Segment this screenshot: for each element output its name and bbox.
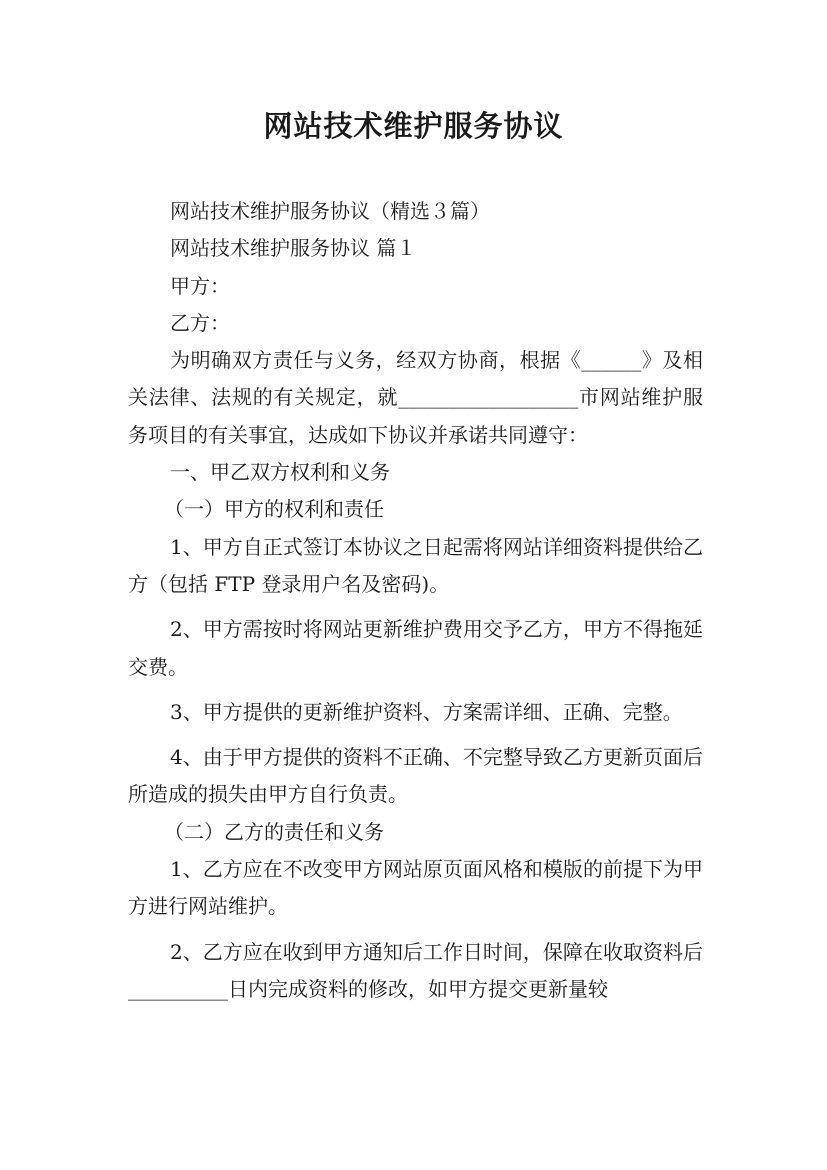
paragraph-item: 3、甲方提供的更新维护资料、方案需详细、正确、完整。: [170, 699, 683, 724]
paragraph-party-a: 甲方：: [170, 273, 230, 298]
paragraph-party-b: 乙方：: [170, 310, 230, 335]
paragraph-heading: 网站技术维护服务协议（精选３篇）: [170, 199, 490, 223]
paragraph-item: 2、甲方需按时将网站更新维护费用交予乙方，甲方不得拖延交费。: [128, 617, 703, 679]
paragraph-item: 4、由于甲方提供的资料不正确、不完整导致乙方更新页面后所造成的损失由甲方自行负责。: [128, 745, 703, 807]
paragraph-item: 1、乙方应在不改变甲方网站原页面风格和模版的前提下为甲方进行网站维护。: [128, 857, 703, 919]
paragraph-rights-heading: 一、甲乙双方权利和义务: [170, 460, 390, 485]
document-body: [128, 193, 703, 1008]
paragraph-section-title: 网站技术维护服务协议 篇１: [170, 236, 417, 261]
paragraph-item: 1、甲方自正式签订本协议之日起需将网站详细资料提供给乙方（包括 FTP 登录用户名及密码)。: [128, 534, 703, 596]
paragraph-preamble: 为明确双方责任与义务，经双方协商，根据《______》及相关法律、法规的有关规定，就__________________市网站维护服务项目的有关事宜，达成如下协议并承诺共同遵守：: [128, 348, 703, 447]
paragraph-item: 2、乙方应在收到甲方通知后工作日时间，保障在收取资料后__________日内完成资料的修改，如甲方提交更新量较: [128, 939, 703, 1001]
paragraph-party-b-heading: （二）乙方的责任和义务: [164, 819, 384, 844]
paragraph-party-a-heading: （一）甲方的权利和责任: [164, 497, 384, 522]
document-title: 网站技术维护服务协议: [263, 109, 564, 143]
